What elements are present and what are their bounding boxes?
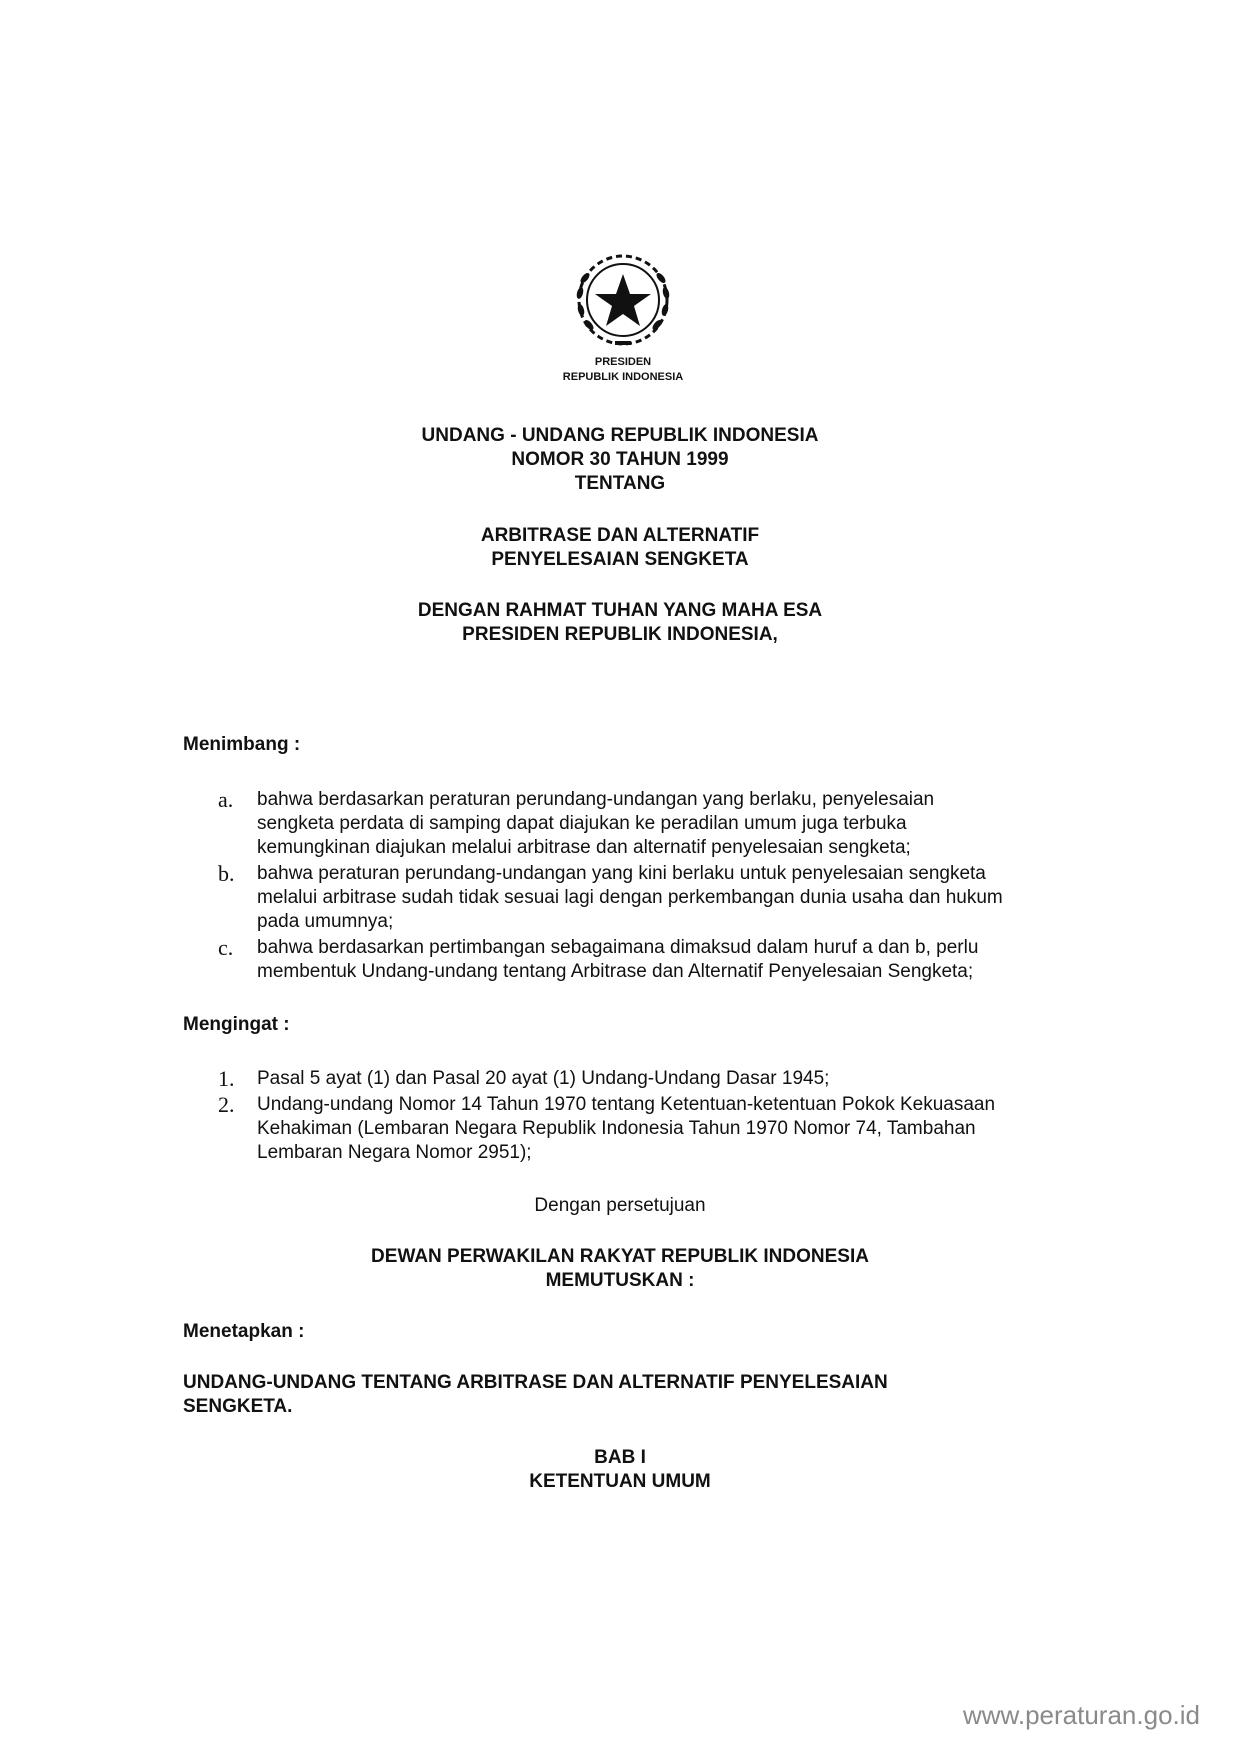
item-line: bahwa peraturan perundang-undangan yang kini berlaku untuk penyelesaian sengketa [257, 863, 986, 884]
list-marker: b. [218, 861, 235, 886]
preamble-line-2: PRESIDEN REPUBLIK INDONESIA, [462, 624, 778, 645]
item-line: Lembaran Negara Nomor 2951); [257, 1142, 532, 1163]
title-block [0, 424, 1240, 496]
list-item [183, 788, 1063, 860]
menetapkan-line-1: UNDANG-UNDANG TENTANG ARBITRASE DAN ALTERNATIF PENYELESAIAN [183, 1372, 888, 1393]
menimbang-heading: Menimbang : [183, 734, 301, 755]
item-line: Pasal 5 ayat (1) dan Pasal 20 ayat (1) Undang-Undang Dasar 1945; [257, 1068, 830, 1089]
preamble-line-1: DENGAN RAHMAT TUHAN YANG MAHA ESA [417, 600, 823, 621]
item-line: bahwa berdasarkan peraturan perundang-undangan yang berlaku, penyelesaian [257, 789, 935, 810]
presiden-emblem [533, 238, 713, 390]
bab-line-2: KETENTUAN UMUM [529, 1471, 711, 1492]
item-line: membentuk Undang-undang tentang Arbitrase dan Alternatif Penyelesaian Sengketa; [257, 961, 974, 982]
menetapkan-text [183, 1371, 888, 1419]
subject-line-1: ARBITRASE DAN ALTERNATIF [480, 525, 760, 546]
emblem-line-1: PRESIDEN [594, 356, 652, 368]
emblem-line-2: REPUBLIK INDONESIA [562, 371, 684, 383]
persetujuan-text: Dengan persetujuan [534, 1195, 706, 1216]
preamble-block [0, 599, 1240, 647]
item-line: sengketa perdata di samping dapat diajukan ke peradilan umum juga terbuka [257, 813, 907, 834]
menetapkan-line-2: SENGKETA. [183, 1396, 293, 1417]
mengingat-heading: Mengingat : [183, 1014, 290, 1035]
list-marker: 2. [218, 1092, 235, 1117]
item-line: pada umumnya; [257, 911, 394, 932]
subject-block [0, 524, 1240, 572]
list-marker: a. [218, 787, 234, 812]
bab-line-1: BAB I [594, 1447, 646, 1468]
footer-watermark: www.peraturan.go.id [962, 1700, 1200, 1730]
mengingat-list [183, 1067, 1063, 1167]
bab-block [0, 1446, 1240, 1494]
list-item [183, 1067, 1063, 1091]
item-line: melalui arbitrase sudah tidak sesuai lagi dengan perkembangan dunia usaha dan hukum [257, 887, 1003, 908]
list-item [183, 862, 1063, 934]
menimbang-list [183, 788, 1063, 986]
subject-line-2: PENYELESAIAN SENGKETA [491, 549, 749, 570]
item-line: bahwa berdasarkan pertimbangan sebagaimana dimaksud dalam huruf a dan b, perlu [257, 937, 979, 958]
garuda-star-wreath-icon [533, 238, 713, 390]
dpr-line-2: MEMUTUSKAN : [545, 1270, 695, 1291]
title-line-2: NOMOR 30 TAHUN 1999 [511, 449, 729, 470]
title-line-1: UNDANG - UNDANG REPUBLIK INDONESIA [421, 425, 819, 446]
list-marker: c. [218, 935, 234, 960]
list-marker: 1. [218, 1066, 235, 1091]
dpr-block [0, 1245, 1240, 1293]
list-item [183, 1093, 1063, 1165]
dpr-line-1: DEWAN PERWAKILAN RAKYAT REPUBLIK INDONESIA [371, 1246, 869, 1267]
item-line: Undang-undang Nomor 14 Tahun 1970 tentang Ketentuan-ketentuan Pokok Kekuasaan [257, 1094, 996, 1115]
menetapkan-heading: Menetapkan : [183, 1321, 305, 1342]
item-line: kemungkinan diajukan melalui arbitrase dan alternatif penyelesaian sengketa; [257, 837, 911, 858]
list-item [183, 936, 1063, 984]
title-line-3: TENTANG [574, 473, 666, 494]
item-line: Kehakiman (Lembaran Negara Republik Indonesia Tahun 1970 Nomor 74, Tambahan [257, 1118, 976, 1139]
